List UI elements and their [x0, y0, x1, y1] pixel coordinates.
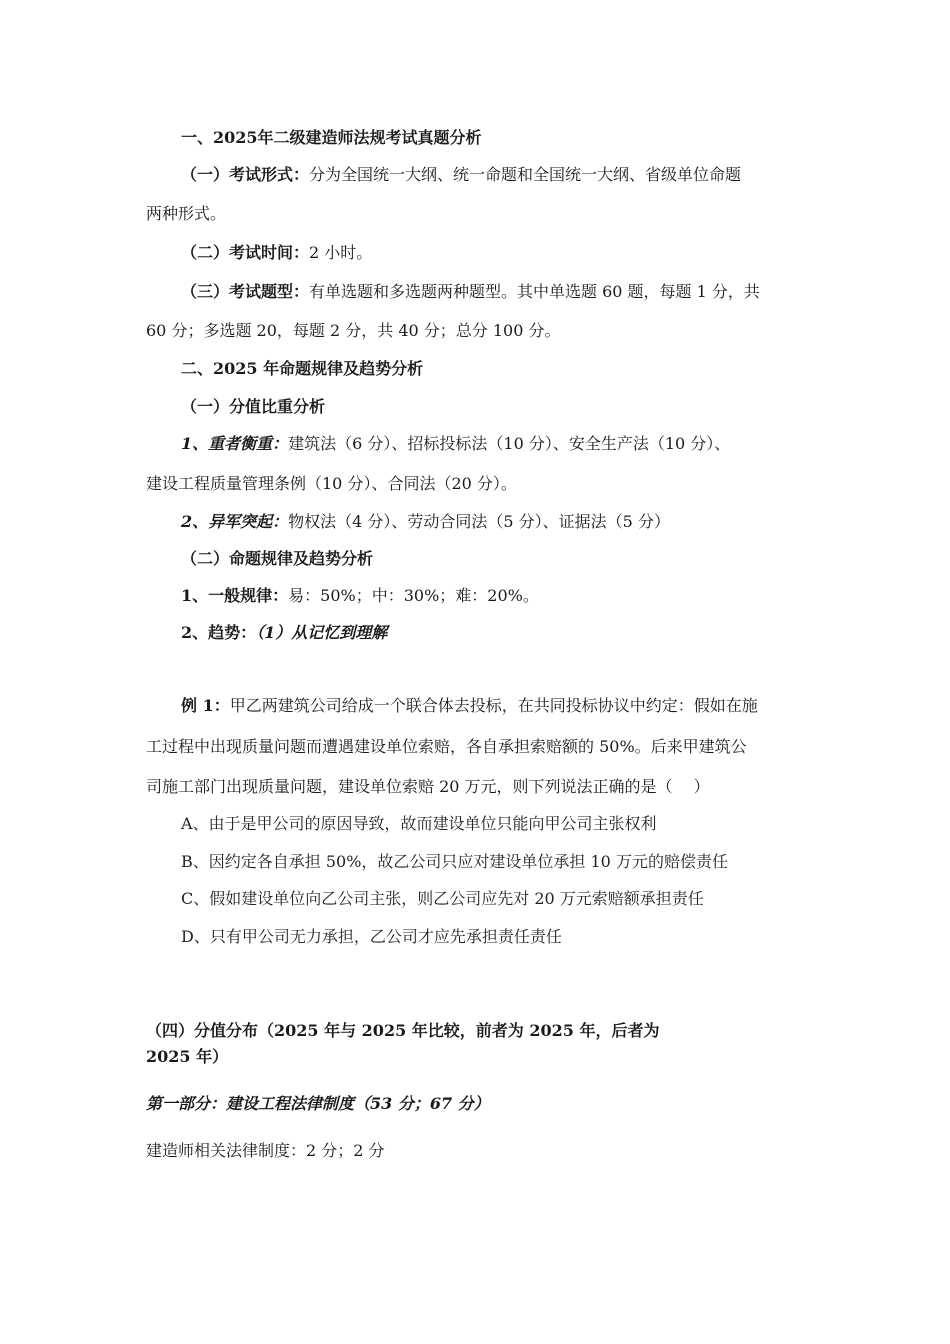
weight-item-1-cont: 建设工程质量管理条例（10 分）、合同法（20 分）。 — [146, 474, 517, 493]
general-rule-text: 易：50%；中：30%；难：20%。 — [288, 586, 539, 605]
part1-line-1: 建造师相关法律制度：2 分；2 分 — [146, 1141, 385, 1160]
section4-title-cont: 2025 年） — [146, 1047, 229, 1066]
exam-form-label: （一）考试形式： — [181, 165, 310, 184]
weight-item-2-label: 2、异军突起： — [181, 512, 289, 531]
exam-type-text-cont: 60 分；多选题 20，每题 2 分，共 40 分；总分 100 分。 — [146, 321, 561, 340]
weight-item-1 — [181, 433, 730, 455]
part1-heading: 第一部分：建设工程法律制度（53 分；67 分） — [146, 1094, 490, 1113]
option-c: C、假如建设单位向乙公司主张，则乙公司应先对 20 万元索赔额承担责任 — [181, 889, 704, 908]
example-label: 例 1： — [181, 696, 230, 715]
example-text-2: 工过程中出现质量问题而遭遇建设单位索赔，各自承担索赔额的 50%。后来甲建筑公 — [146, 737, 747, 756]
example-text-1: 甲乙两建筑公司给成一个联合体去投标，在共同投标协议中约定：假如在施 — [229, 696, 758, 715]
trend-label: 2、趋势： — [181, 623, 257, 642]
exam-type-text: 有单选题和多选题两种题型。其中单选题 60 题，每题 1 分，共 — [309, 282, 760, 301]
exam-form-text-cont: 两种形式。 — [146, 204, 227, 223]
option-a: A、由于是甲公司的原因导致，故而建设单位只能向甲公司主张权利 — [181, 814, 657, 833]
exam-time-text: 2 小时。 — [309, 243, 373, 262]
section2-sub1: （一）分值比重分析 — [181, 397, 326, 416]
trend-text: （1）从记忆到理解 — [256, 623, 388, 642]
section2-title: 二、2025 年命题规律及趋势分析 — [181, 359, 424, 378]
option-d: D、只有甲公司无力承担，乙公司才应先承担责任责任 — [181, 927, 562, 946]
option-b: B、因约定各自承担 50%，故乙公司只应对建设单位承担 10 万元的赔偿责任 — [181, 852, 728, 871]
exam-type-line — [181, 281, 760, 303]
general-rule — [181, 585, 539, 607]
exam-form-text: 分为全国统一大纲、统一命题和全国统一大纲、省级单位命题 — [309, 165, 742, 184]
trend-line — [181, 622, 387, 644]
exam-time-label: （二）考试时间： — [181, 243, 310, 262]
section1-title: 一、2025年二级建造师法规考试真题分析 — [181, 128, 482, 147]
weight-item-2 — [181, 511, 670, 533]
weight-item-2-text: 物权法（4 分）、劳动合同法（5 分）、证据法（5 分） — [288, 512, 670, 531]
weight-item-1-label: 1、重者衡重： — [181, 434, 289, 453]
exam-type-label: （三）考试题型： — [181, 282, 310, 301]
example-line-1 — [181, 695, 758, 717]
general-rule-label: 1、一般规律： — [181, 586, 289, 605]
weight-item-1-text: 建筑法（6 分）、招标投标法（10 分）、安全生产法（10 分）、 — [288, 434, 731, 453]
exam-form-line — [181, 164, 741, 186]
exam-time-line — [181, 242, 372, 264]
example-text-3: 司施工部门出现质量问题，建设单位索赔 20 万元，则下列说法正确的是（ ） — [146, 777, 710, 796]
section4-title: （四）分值分布（2025 年与 2025 年比较，前者为 2025 年，后者为 — [146, 1021, 660, 1040]
section2-sub2: （二）命题规律及趋势分析 — [181, 549, 374, 568]
